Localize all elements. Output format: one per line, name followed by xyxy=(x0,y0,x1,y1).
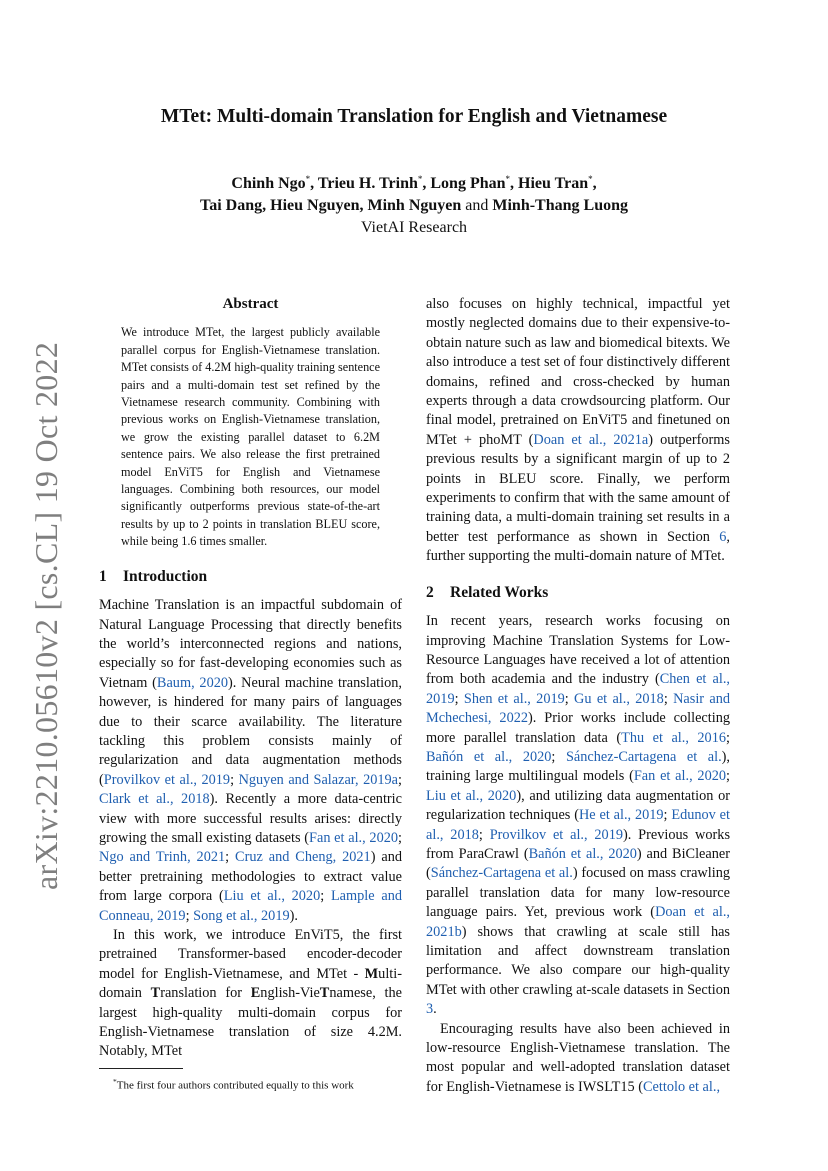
citation-link[interactable]: Nguyen and Salazar, 2019a xyxy=(238,771,399,788)
author-line-1 xyxy=(231,175,596,192)
citation-link[interactable]: He et al., 2019 xyxy=(578,807,664,824)
citation-link[interactable]: Bañón et al., 2020 xyxy=(528,845,637,862)
text-run: ). xyxy=(289,907,298,924)
author-name: Hieu Nguyen xyxy=(270,197,360,214)
text-run: ; xyxy=(454,690,464,707)
author-separator: , xyxy=(510,175,519,192)
text-run: also focuses on highly technical, impactful yet mostly neglected domains due to their expensive-to-obtain nature such as law and biomedical bitexts. We also introduce a test set of four distinctively different domains, refined and cross-checked by human experts through a data crowdsourcing platform. Our final model, pretrained on EnViT5 and finetuned on MTet + phoMT ( xyxy=(426,296,730,448)
text-run: ; xyxy=(398,771,402,788)
text-run: ; xyxy=(478,826,490,843)
text-run: ; xyxy=(225,849,236,866)
author-separator: , xyxy=(592,175,597,192)
left-column xyxy=(99,295,402,1093)
text-run: ) shows that crawling at scale still has limitation and affect downstream translation performance. We also compare our high-quality MTet with other crawling at-scale datasets in Section xyxy=(426,923,730,998)
citation-link[interactable]: Cruz and Cheng, 2021 xyxy=(235,849,371,866)
equal-contribution-mark: * xyxy=(305,174,311,184)
text-run: ; xyxy=(185,907,194,924)
author-name: Hieu Tran xyxy=(518,175,589,192)
citation-link[interactable]: Nasir and Mchechesi, 2022 xyxy=(426,690,731,727)
section-heading-introduction xyxy=(99,567,402,586)
citation-link[interactable]: Lample and Conneau, 2019 xyxy=(99,888,403,924)
abstract-text: We introduce MTet, the largest publicly available parallel corpus for English-Vietnamese translation. MTet consists of 4.2M high-quality training sentence pairs and a multi-domain test set refined by the Vietnamese research community. Combining with previous works on English-Vietnamese translation, we grow the existing parallel dataset to 6.2M sentence pairs. We also release the first pretrained model EnViT5 for English and Vietnamese languages. Combining both resources, our model significantly outperforms previous state-of-the-art results by up to 2 points in translation BLEU score, while being 1.6 times smaller. xyxy=(121,325,380,549)
arxiv-identifier: arXiv:2210.05610v2 [cs.CL] 19 Oct 2022 xyxy=(28,341,64,890)
author-separator: and xyxy=(461,197,493,214)
bold-letter: E xyxy=(250,985,261,1002)
text-run: ; xyxy=(663,690,674,707)
right-column xyxy=(426,295,730,1097)
text-run: ulti-domain xyxy=(99,965,402,1002)
text-run: ). Recently a more data-centric view with more successful results arises: directly growing the small existing datasets ( xyxy=(99,791,402,846)
equal-contribution-mark: * xyxy=(417,174,423,184)
citation-link[interactable]: 6 xyxy=(719,528,727,545)
text-run: ) focused on mass crawling parallel translation data for many low-resource language pairs. Yet, previous work ( xyxy=(426,865,731,921)
equal-contribution-mark: * xyxy=(505,174,511,184)
affiliation: VietAI Research xyxy=(360,219,468,236)
citation-link[interactable]: Clark et al., 2018 xyxy=(99,791,210,808)
text-run: . xyxy=(433,1001,437,1018)
footnote-rule xyxy=(99,1068,183,1069)
text-run: ) and better pretraining methodologies to extract value from large corpora ( xyxy=(99,849,403,905)
text-run: ), training large multilingual models ( xyxy=(426,748,731,785)
author-separator: , xyxy=(262,197,271,214)
citation-link[interactable]: 3 xyxy=(426,1001,434,1018)
citation-link[interactable]: Gu et al., 2018 xyxy=(574,690,664,707)
section-number: 2 xyxy=(426,583,434,601)
text-run: nglish-Vie xyxy=(260,985,320,1002)
citation-link[interactable]: Fan et al., 2020 xyxy=(633,768,727,785)
section-title: Introduction xyxy=(123,567,208,585)
text-run: ; xyxy=(398,829,402,846)
intro-paragraph-1 xyxy=(99,596,402,926)
bold-letter: T xyxy=(319,985,330,1002)
text-run: Encouraging results have also been achieved in low-resource English-Vietnamese translation. The most popular and well-adopted translation dataset for English-Vietnamese is IWSLT15 ( xyxy=(426,1020,730,1095)
intro-paragraph-2 xyxy=(99,926,402,1062)
citation-link[interactable]: Ngo and Trinh, 2021 xyxy=(99,849,226,866)
footnote xyxy=(99,1075,402,1093)
related-paragraph-1 xyxy=(426,612,730,1020)
citation-link[interactable]: Shen et al., 2019 xyxy=(463,690,565,707)
equal-contribution-mark: * xyxy=(588,174,593,184)
text-run: ). Prior works include collecting more parallel translation data ( xyxy=(426,710,731,746)
author-block xyxy=(0,168,828,239)
citation-link[interactable]: Doan et al., 2021b xyxy=(426,904,730,940)
text-run: ranslation for xyxy=(160,985,251,1002)
author-name: Minh Nguyen xyxy=(367,197,462,214)
author-separator: , xyxy=(422,175,431,192)
text-run: ; xyxy=(726,729,730,746)
citation-link[interactable]: Edunov et al., 2018 xyxy=(426,807,730,843)
text-run: ; xyxy=(551,748,566,765)
author-name: Tai Dang xyxy=(200,197,263,214)
bold-letter: T xyxy=(150,985,161,1002)
text-run: , further supporting the multi-domain nature of MTet. xyxy=(426,528,730,565)
section-title: Related Works xyxy=(450,583,549,601)
text-run: In recent years, research works focusing on improving Machine Translation Systems for Low-Resource Languages have received a lot of attention from both academia and the industry ( xyxy=(426,613,730,688)
citation-link[interactable]: Song et al., 2019 xyxy=(193,907,290,924)
author-name: Minh-Thang Luong xyxy=(492,197,628,214)
citation-link[interactable]: Sánchez-Cartagena et al. xyxy=(430,865,573,882)
paper-title: MTet: Multi-domain Translation for English and Vietnamese xyxy=(160,106,668,127)
citation-link[interactable]: Thu et al., 2016 xyxy=(621,729,727,746)
citation-link[interactable]: Fan et al., 2020 xyxy=(309,829,399,846)
citation-link[interactable]: Chen et al., 2019 xyxy=(426,671,730,707)
text-run: ; xyxy=(320,888,331,905)
text-run: ) and BiCleaner ( xyxy=(426,845,731,882)
text-run: ). Neural machine translation, however, is hindered for many pairs of languages due to their scarce availability. The literature tackling this problem consists mainly of regularization and data augmentation methods ( xyxy=(99,674,402,788)
author-name: Trieu H. Trinh xyxy=(317,175,418,192)
citation-link[interactable]: Cettolo et al., xyxy=(643,1078,721,1095)
footnote-mark: * xyxy=(113,1076,117,1086)
text-run: ) outperforms previous results by a significant margin of up to 2 points in BLEU score. Finally, we perform experiments to confirm that with the same amount of training data, a multi-domain training set results in a better test performance as shown in Section xyxy=(426,431,730,545)
citation-link[interactable]: Liu et al., 2020 xyxy=(426,787,517,804)
bold-letter: M xyxy=(364,965,379,982)
text-run: ), and utilizing data augmentation or regularization techniques ( xyxy=(426,787,730,824)
text-run: In this work, we introduce EnViT5, the first pretrained Transformer-based encoder-decoder model for English-Vietnamese, and MTet - xyxy=(99,927,402,982)
citation-link[interactable]: Sánchez-Cartagena et al. xyxy=(565,748,722,765)
author-line-2 xyxy=(200,197,628,214)
author-separator: , xyxy=(359,197,368,214)
text-run: ; xyxy=(564,690,575,707)
footnote-text: The first four authors contributed equally to this work xyxy=(116,1079,354,1092)
text-run: Machine Translation is an impactful subdomain of Natural Language Processing that directly benefits the world’s interconnected regions and nations, especially so for fast-developing economies such as Vietnam ( xyxy=(99,597,402,691)
citation-link[interactable]: Doan et al., 2021a xyxy=(533,431,649,448)
related-paragraph-2 xyxy=(426,1020,730,1098)
text-run: ; xyxy=(663,807,672,824)
text-run: namese, the largest high-quality multi-domain corpus for English-Vietnamese translation of size 4.2M. Notably, MTet xyxy=(99,985,403,1060)
citation-link[interactable]: Provilkov et al., 2019 xyxy=(489,826,624,843)
intro-continuation-paragraph xyxy=(426,295,730,567)
section-number: 1 xyxy=(99,567,107,585)
abstract-heading: Abstract xyxy=(222,296,279,312)
citation-link[interactable]: Liu et al., 2020 xyxy=(223,888,321,905)
author-name: Chinh Ngo xyxy=(231,175,306,192)
citation-link[interactable]: Bañón et al., 2020 xyxy=(426,748,552,765)
section-heading-related-works xyxy=(426,583,730,602)
text-run: ). Previous works from ParaCrawl ( xyxy=(426,826,731,862)
author-separator: , xyxy=(310,175,318,192)
text-run: ; xyxy=(230,771,239,788)
text-run: ; xyxy=(726,768,730,785)
author-name: Long Phan xyxy=(430,175,506,192)
citation-link[interactable]: Baum, 2020 xyxy=(156,674,229,691)
citation-link[interactable]: Provilkov et al., 2019 xyxy=(103,771,231,788)
